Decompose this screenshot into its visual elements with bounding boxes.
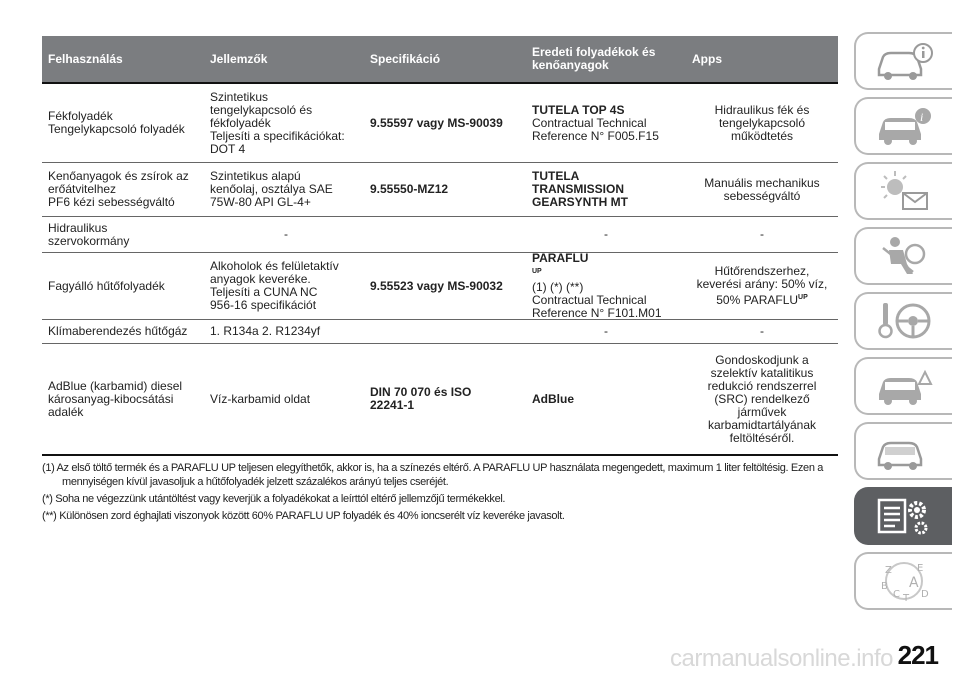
cell-spec (364, 217, 526, 252)
cell-apps: - (760, 227, 764, 241)
cell-use: AdBlue (karbamid) diesel károsanyag-kibocsátási adalék (48, 378, 183, 419)
svg-text:D: D (921, 589, 929, 600)
specs-gear-icon (873, 494, 935, 538)
cell-spec: DIN 70 070 és ISO 22241-1 (370, 385, 472, 412)
cell-fluid: TUTELA TOP 4S Contractual Technical Reference N° F005.F15 (532, 102, 659, 143)
cell-spec (364, 320, 526, 343)
cell-features: Víz-karbamid oldat (210, 391, 311, 406)
cell-fluid: - (604, 227, 608, 241)
cell-apps: Gondoskodjunk a szelektív katalitikus redukció rendszerrel (SRC) rendelkező járművek karbamidtartályának feltöltéséről. (707, 352, 817, 445)
header-spec: Specifikáció (370, 51, 441, 66)
cell-apps: - (760, 324, 764, 338)
nav-tab-maintenance[interactable] (854, 422, 952, 480)
page-number: 221 (897, 640, 938, 670)
table-row (42, 344, 838, 456)
watermark: carmanualsonline.info (670, 645, 893, 672)
car-warning-icon (873, 104, 935, 148)
header-fluids: Eredeti folyadékok és kenőanyagok (532, 45, 656, 72)
car-info-icon (873, 39, 935, 83)
table-row (42, 217, 838, 253)
key-steering-wheel-icon (873, 299, 935, 343)
cell-use: Klímaberendezés hűtőgáz (48, 324, 188, 338)
car-maintenance-icon (873, 429, 935, 473)
cell-apps: Hűtőrendszerhez, keverési arány: 50% víz, 50% $PARAFLU^{UP}$ (696, 264, 828, 307)
svg-text:A: A (909, 575, 919, 591)
cell-features: Szintetikus alapú kenőolaj, osztálya SAE 75W-80 API GL-4+ (210, 169, 333, 209)
nav-tab-key-steering[interactable] (854, 292, 952, 350)
table-row (42, 253, 838, 320)
table-row (42, 84, 838, 163)
nav-tab-airbag[interactable] (854, 227, 952, 285)
header-use: Felhasználás (48, 51, 123, 66)
svg-text:T: T (903, 593, 910, 603)
cell-features: Szintetikus tengelykapcsoló és fékfolyadék Teljesíti a specifikációkat: DOT 4 (210, 89, 345, 156)
nav-tab-car-info[interactable] (854, 32, 952, 90)
lights-mail-icon (873, 169, 935, 213)
header-features: Jellemzők (210, 51, 268, 66)
cell-spec: 9.55523 vagy MS-90032 (370, 278, 503, 293)
cell-features: 1. R134a 2. R1234yf (210, 324, 321, 338)
header-apps: Apps (692, 51, 722, 66)
table-header (42, 36, 838, 84)
cell-fluid: TUTELA TRANSMISSION GEARSYNTH MT (532, 169, 628, 209)
cell-use: Hidraulikus szervokormány (48, 220, 130, 248)
cell-apps: Hidraulikus fék és tengelykapcsoló működtetés (714, 102, 810, 143)
cell-fluid: AdBlue (532, 391, 574, 406)
airbag-person-icon (873, 234, 935, 278)
spec-table (42, 36, 838, 456)
footnote-double-star: (**) Különösen zord éghajlati viszonyok között 60% PARAFLU UP folyadék és 40% ioncserélt víz keveréke javasolt. (42, 510, 565, 522)
cell-use: Fékfolyadék Tengelykapcsoló folyadék (48, 109, 185, 136)
table-row (42, 320, 838, 344)
nav-tab-car-warning[interactable] (854, 97, 952, 155)
cell-apps: Manuális mechanikus sebességváltó (704, 175, 820, 203)
footnotes (42, 461, 842, 526)
nav-tab-breakdown[interactable] (854, 357, 952, 415)
svg-text:C: C (893, 589, 900, 600)
cell-spec: 9.55597 vagy MS-90039 (370, 115, 503, 130)
cell-features: - (284, 227, 288, 241)
cell-features: Alkoholok és felületaktív anyagok keveréke. Teljesíti a CUNA NC 956-16 specifikációt (210, 259, 339, 312)
car-breakdown-icon (873, 364, 935, 408)
cell-use: Fagyálló hűtőfolyadék (48, 278, 165, 293)
cell-use: Kenőanyagok és zsírok az erőátvitelhez PF6 kézi sebességváltó (48, 169, 189, 209)
cell-fluid: - (604, 324, 608, 338)
cell-fluid: PARAFLU $^{UP}$ (1) (*) (**) Contractual Technical Reference N° F101.M01 (532, 251, 662, 320)
svg-text:Z: Z (885, 565, 892, 576)
table-row (42, 163, 838, 217)
nav-tab-lights-mail[interactable] (854, 162, 952, 220)
index-letters-icon (873, 559, 935, 603)
footnote-1: (1) Az első töltő termék és a PARAFLU UP teljesen elegyíthetők, akkor is, ha a színezés eltérő. A PARAFLU UP használata megengedett, maximum 1 liter feltöltésig. Ezen a mennyiségen kívül javasoljuk a hűtőfolyadék jelzett százalékos arányú teljes cseréjét. (42, 462, 824, 488)
svg-text:i: i (920, 110, 924, 124)
svg-text:E: E (917, 563, 924, 574)
footnote-star: (*) Soha ne végezzünk utántöltést vagy keverjük a folyadékokat a leírttól eltérő jellemzőjű termékekkel. (42, 493, 506, 505)
nav-tab-index[interactable] (854, 552, 952, 610)
svg-text:B: B (881, 581, 888, 592)
chapter-nav (854, 32, 960, 617)
cell-spec: 9.55550-MZ12 (370, 182, 449, 196)
nav-tab-specs[interactable] (854, 487, 952, 545)
